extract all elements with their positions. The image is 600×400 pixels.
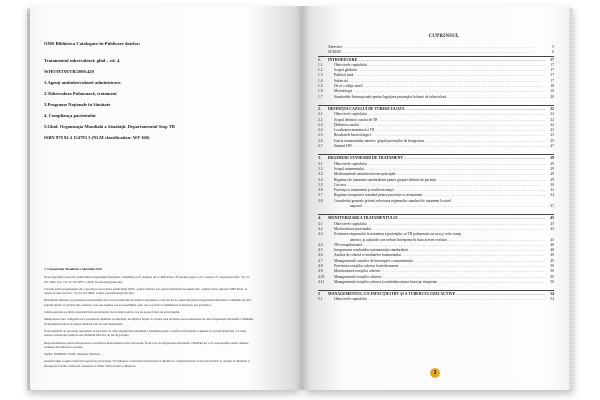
toc-entry-page: 29 [550,156,554,161]
catalog-item: 5.Ghid. Organizaţia Mondială a Sănătăţii. Departamentul Stop TB [44,124,175,129]
toc-leader-dots [342,50,545,54]
toc-entry[interactable] [318,95,554,100]
toc-entry-text: Caz nou [334,182,346,187]
toc-entry-page: 22 [550,117,554,122]
toc-entry-number: 4.7 [318,258,323,263]
toc-entry-page: 18 [550,84,554,89]
toc-entry-text: Obiectivele capitolului [334,112,367,117]
toc-leader-dots [363,204,545,208]
catalog-title: Tratamentul tuberculozei: ghid – ed. 4. [44,58,121,63]
toc-entry-text: Înregistrarea rezultatelor tratamentului standardizat [334,248,408,253]
toc-entry-page: 50 [550,269,554,274]
toc-entry-page: 25 [550,133,554,138]
toc-entry-text: Obiectivele capitolului [334,221,367,226]
toc-leader-dots [364,84,545,88]
toc-entry-text: Managementul reacţiilor adverse [334,274,382,279]
toc-leader-dots [368,297,545,301]
toc-entry-page: 45 [550,221,554,226]
toc-entry-text: Statutul HIV [334,144,353,149]
toc-entry-number: 2.1 [318,112,323,117]
toc-entry-number: 1.4 [318,78,323,83]
toc-entry-text: Obiectivele capitolului [334,297,367,302]
toc-entry-number: 5 [318,292,320,297]
toc-entry-number: 3.3 [318,172,323,177]
toc-entry-number: 1.2 [318,68,323,73]
page-number-badge: 3 [430,368,440,378]
catalog-item: 3.Programe Naţionale în Sănătate [44,102,111,107]
toc-leader-dots [402,253,545,257]
right-page-edge [569,8,573,390]
toc-leader-dots [343,45,545,49]
toc-entry-text: MANAGEMENTUL CO-INFECŢIEI HIV ŞI A TUBERCULOZEI ACTIVE [328,292,456,297]
toc-leader-dots [382,275,545,279]
catalog-code: WHO/HTM/TB/2009.420 [44,69,94,74]
catalog-block [44,42,254,147]
toc-entry-page: 23 [550,128,554,133]
toc-entry-text: Scopul definirii cazului de TB [334,117,378,122]
toc-entry-text: TB extrapulmonară [334,242,363,247]
toc-entry-text: Monitorizarea pacientului [334,226,372,231]
toc-entry-text: Considerări generale privind selectarea regimurilor standard de tratament la nivel [334,198,451,203]
toc-leader-dots [447,95,545,99]
toc-entry-text: Standardele Internaţionale pentru Îngrijirea pacienţilor bolnavi de tuberculoză [334,94,447,99]
toc-entry-text: Monitorizarea reacţiilor adverse [334,269,381,274]
isbn: ISBN 978 92 4 154783 3 [44,135,91,140]
catalog-header: OMS Biblioteca Catalogare-în-Publicare datelor: [44,41,141,46]
toc-entry-number: 3.6 [318,188,323,193]
toc-leader-dots [399,216,545,220]
copyright-paragraph: Toate măsurile de precauţie rezonabile au fost luate de către Organizaţia Mondială a Sănătăţii pentru a verifica informaţiile conţinute în această publicaţie. Cu toate acestea, materialul publicat este distribuit fără nici un fel de garanţie. [44,328,247,338]
funding-note: Această ediţie a apărut datorită suportului proiectului "Fortificarea controlului tuberculozei în Moldova", implementat de Centrul de Politici şi Analize în Sănătate şi finanţat de Fondul Global de combatere a SIDA, Tuberculozei şi Malariei. [44,359,250,368]
toc-entry-number: 4.5 [318,248,323,253]
copyright-paragraph: Denumirile utilizate şi prezentarea materialului din această publicaţie nu implică exprimarea a nici un fel de opinii din partea Organizaţiei Mondiale a Sănătăţii privind statutul juridic al oricărei ţări, teritoriu, oraş sau regiune sau al autorităţilor sale, sau cu privire la delimitarea frontierelor sau graniţelor. [44,298,251,307]
toc-leader-dots [358,68,545,72]
toc-leader-dots [347,183,545,187]
toc-entry[interactable] [318,204,554,209]
toc-entry-number: 2.5 [318,133,323,138]
toc-entry-text: Metodologie [334,89,353,94]
toc-entry-page: 29 [550,161,554,166]
toc-entry-number: 2.7 [318,144,323,149]
catalog-item: 4. Compliança pacientului. [44,113,97,118]
toc-leader-dots [363,243,545,247]
toc-entry-text: Obiectivele capitolului [334,62,367,67]
toc-leader-dots [409,248,545,252]
copyright-paragraph: Cererile pentru permisiunea de a reproduce sau traduce publicaţiile OMS –pentru vânzare sau pentru distribuire necomercială– trebuie să fie adresate OMS Press, la adresa de mai sus (fax: +41 22 791 4806; e-mail: permissions@who.int). [44,286,248,296]
toc-entry-number: 2.4 [318,128,323,133]
toc-entry-page: 6 [552,50,554,55]
toc-entry-number: 1.6 [318,89,323,94]
copyright-block [44,267,254,371]
copyright-paragraph: Liniile punctate pe hărţi reprezintă linii aproximative de frontieră pentru care nu poate fi încă un acord deplin. [44,310,181,315]
toc-entry-number: 4.1 [318,221,323,226]
toc-entry-number: 3.4 [318,177,323,182]
toc-entry-text: Scopul tratamentului [334,166,365,171]
toc-entry-number: 1. [318,57,321,62]
toc-entry-number: 3. [318,156,321,161]
toc-entry-number: 2.3 [318,122,323,127]
toc-leader-dots [381,269,545,273]
toc-entry-number: 4.10 [318,274,325,279]
toc-leader-dots [353,144,545,148]
toc-entry-number: 2.2 [318,117,323,122]
toc-entry-number: 4. [318,216,321,221]
toc-leader-dots [372,227,545,231]
toc-leader-dots [425,139,545,143]
toc-entry-number: 4.2 [318,226,323,231]
toc-entry-number: 1.1 [318,62,323,67]
toc-entry-number: 1.7 [318,94,323,99]
toc-entry-page: 22 [550,122,554,127]
toc-list [318,45,554,303]
toc-entry-text: DEFINIŢIA CAZULUI DE TUBERCULOZĂ [328,106,405,111]
toc-entry-text: De ce o ediţie nouă? [334,84,364,89]
toc-entry-text: Managementul reacţiilor adverse la antituberculoase bazat pe simptome [334,279,438,284]
toc-leader-dots [360,123,545,127]
toc-entry-page: 34 [550,193,554,198]
toc-entry-number: 3.1 [318,161,323,166]
toc-leader-dots [378,118,545,122]
toc-entry-text: Obiectivele capitolului [334,161,367,166]
toc-entry-text: Scopul ghidului [334,68,357,73]
toc-entry-page: 29 [550,172,554,177]
toc-entry[interactable] [318,297,554,302]
toc-entry-page: 30 [550,182,554,187]
toc-leader-dots [400,264,545,268]
toc-entry-number: 5.1 [318,297,323,302]
toc-section[interactable] [318,290,554,297]
toc-entry-page: 48 [550,248,554,253]
toc-leader-dots [368,112,545,116]
toc-entry-page: 54 [550,297,554,302]
toc-leader-dots [354,73,545,77]
nlm-classification: (NLM classification: WF 360) [91,135,150,140]
toc-entry-text: Analiza de cohortă a rezultatelor tratamentului [334,253,401,258]
toc-entry-page: 29 [550,166,554,171]
toc-entry-page: 19 [550,89,554,94]
toc-entry[interactable] [318,144,554,149]
toc-entry-text: Prevenirea reacţiilor adverse la medicamente [334,263,399,268]
toc-title: CUPRINSUL [428,34,460,39]
toc-entry-page: 32 [550,188,554,193]
toc-entry-number: 2. [318,106,321,111]
toc-entry-text: Pacienţi cu tratamentul şi multirezistenţei [334,188,394,193]
toc-leader-dots [365,167,545,171]
toc-entry-page: 49 [550,258,554,263]
toc-entry-page: 22 [550,106,554,111]
toc-entry-number: 4.3 [318,232,323,237]
toc-entry-text: Managementul cazurilor de întrerupere a tratamentului [334,258,413,263]
toc-entry-text: Localizarea anatomică a TB [334,128,375,133]
toc-entry-text: SUMAR [328,50,341,55]
toc-entry-text: Evaluarea răspunsului la tratament a pacienţilor cu TB pulmonară caz nou şi celor trataţi [334,232,462,237]
toc-entry-page: 29 [550,177,554,182]
toc-leader-dots [368,162,545,166]
toc-entry-text: Medicamentele antituberculoase principale [334,172,396,177]
toc-entry-page: 22 [550,112,554,117]
catalog-item: 2.Tuberculoza Pulmonară, tratament [44,91,117,96]
toc-section[interactable] [318,214,554,221]
toc-entry-page: 5 [552,45,554,49]
toc-entry-number: 3.5 [318,182,323,187]
toc-entry-page: 45 [550,237,554,242]
toc-leader-dots [375,128,545,132]
toc-entry-page: 37 [550,204,554,209]
toc-entry-page: 20 [550,94,554,99]
toc-entry-number: 4.4 [318,242,323,247]
toc-entry-text: anterior, şi acţiunile care trebuie întreprinse în baza acestei evaluări [350,237,447,242]
toc-entry-text: naţional [350,204,362,209]
copyright-paragraph: Responsabilitatea pentru interpretarea şi utilizarea materialului revine cititorului. În nici un caz Organizaţia Mondială a Sănătăţii nu va fi responsabilă pentru daunele rezultate din utilizarea acestuia. [44,340,249,349]
toc-entry-number: 4.6 [318,253,323,258]
copyright-paragraph: Menţionarea unor companii sau a produselor anumitor producători, nu implică faptul că acestea sunt aprobate sau recomandate de către Organizaţia Mondială a Sănătăţii, în detrimentul altora de natură similară care nu sunt menţionate. [44,317,254,326]
toc-entry[interactable] [318,280,554,285]
toc-entry-number: 3.2 [318,166,323,171]
toc-entry-text: Publicul ţintă [334,73,354,78]
table-of-contents [318,34,554,303]
toc-entry-page: 50 [550,274,554,279]
toc-leader-dots [395,188,545,192]
toc-entry-number: 1.3 [318,73,323,78]
toc-entry-text: Definirea cazului [334,122,359,127]
toc-leader-dots [437,178,545,182]
toc-entry-page: 17 [550,62,554,67]
toc-leader-dots [358,58,545,62]
toc-entry-text: Regimuri de tratament standardizate pentru grupuri definite de pacienţi [334,177,437,182]
toc-entry-page: 50 [550,279,554,284]
toc-entry-number: 4.11 [318,279,325,284]
toc-entry-page: 27 [550,144,554,149]
toc-leader-dots [349,79,545,83]
toc-entry-text: Istoria tratamentului anterior: grupul pacienţilor de înregistrare [334,138,425,143]
toc-leader-dots [353,89,545,93]
toc-entry-page: 17 [550,57,554,62]
toc-section[interactable] [318,56,554,63]
toc-entry-text: Rezultatele bacteriologice [334,133,372,138]
toc-leader-dots [456,292,545,296]
isbn-row [44,136,234,147]
toc-leader-dots [406,107,545,111]
toc-entry-page: 17 [550,73,554,78]
toc-entry-page: 54 [550,292,554,297]
toc-entry-page: 48 [550,242,554,247]
toc-entry-text: Abrevieri [328,45,342,49]
toc-entry-number: 3.8 [318,198,323,203]
toc-entry-text: MONITORIZAREA TRATAMENTULUI [328,216,398,221]
toc-entry-page: 45 [550,216,554,221]
toc-entry-page: 17 [550,68,554,73]
printer-line: Tipărit: IMPRINT STAR, Chişinău, Moldova [44,352,101,357]
toc-entry-number: 3.7 [318,193,323,198]
toc-section[interactable] [318,105,554,112]
toc-entry-text: REGIMURI STANDARD DE TRATAMENT [328,156,404,161]
copyright-heading: © Organizaţia Mondială a Sănătăţii 2010 [44,267,102,271]
toc-entry-page: 17 [550,78,554,83]
toc-leader-dots [438,280,545,284]
toc-entry-number: 4.9 [318,269,323,274]
copyright-paragraph: Toate drepturile rezervate. Publicaţiile Organizaţiei Mondiale a Sănătăţii pot fi obţinute de la OMS Press, 20 Avenue Appia, 1211 Geneva 27, Switzerland (tel. +41 22 791 3264; fax: +41 22 791 4857; e-mail: bookorders@who.int). [44,275,250,284]
toc-section[interactable] [318,154,554,161]
toc-entry-text: Regimuri terapeutice standard pentru pacienţii cu retratament [334,193,423,198]
toc-leader-dots [404,156,545,160]
toc-leader-dots [414,259,545,263]
toc-entry-page: 25 [550,138,554,143]
toc-entry-number: 2.6 [318,138,323,143]
toc-entry-page: 50 [550,263,554,268]
toc-leader-dots [368,63,545,67]
toc-leader-dots [423,193,545,197]
toc-leader-dots [448,238,545,242]
toc-entry-number: 4.8 [318,263,323,268]
toc-leader-dots [368,222,545,226]
toc-leader-dots [372,133,545,137]
toc-entry-text: INTRODUCERE [328,57,358,62]
toc-entry-page: 49 [550,253,554,258]
toc-entry-number: 1.5 [318,84,323,89]
toc-leader-dots [397,172,545,176]
toc-entry-text: Subiectul [334,78,348,83]
toc-entry-page: 45 [550,226,554,231]
catalog-item: 1.Agenţi antituberculozei-administrare. [44,80,122,85]
